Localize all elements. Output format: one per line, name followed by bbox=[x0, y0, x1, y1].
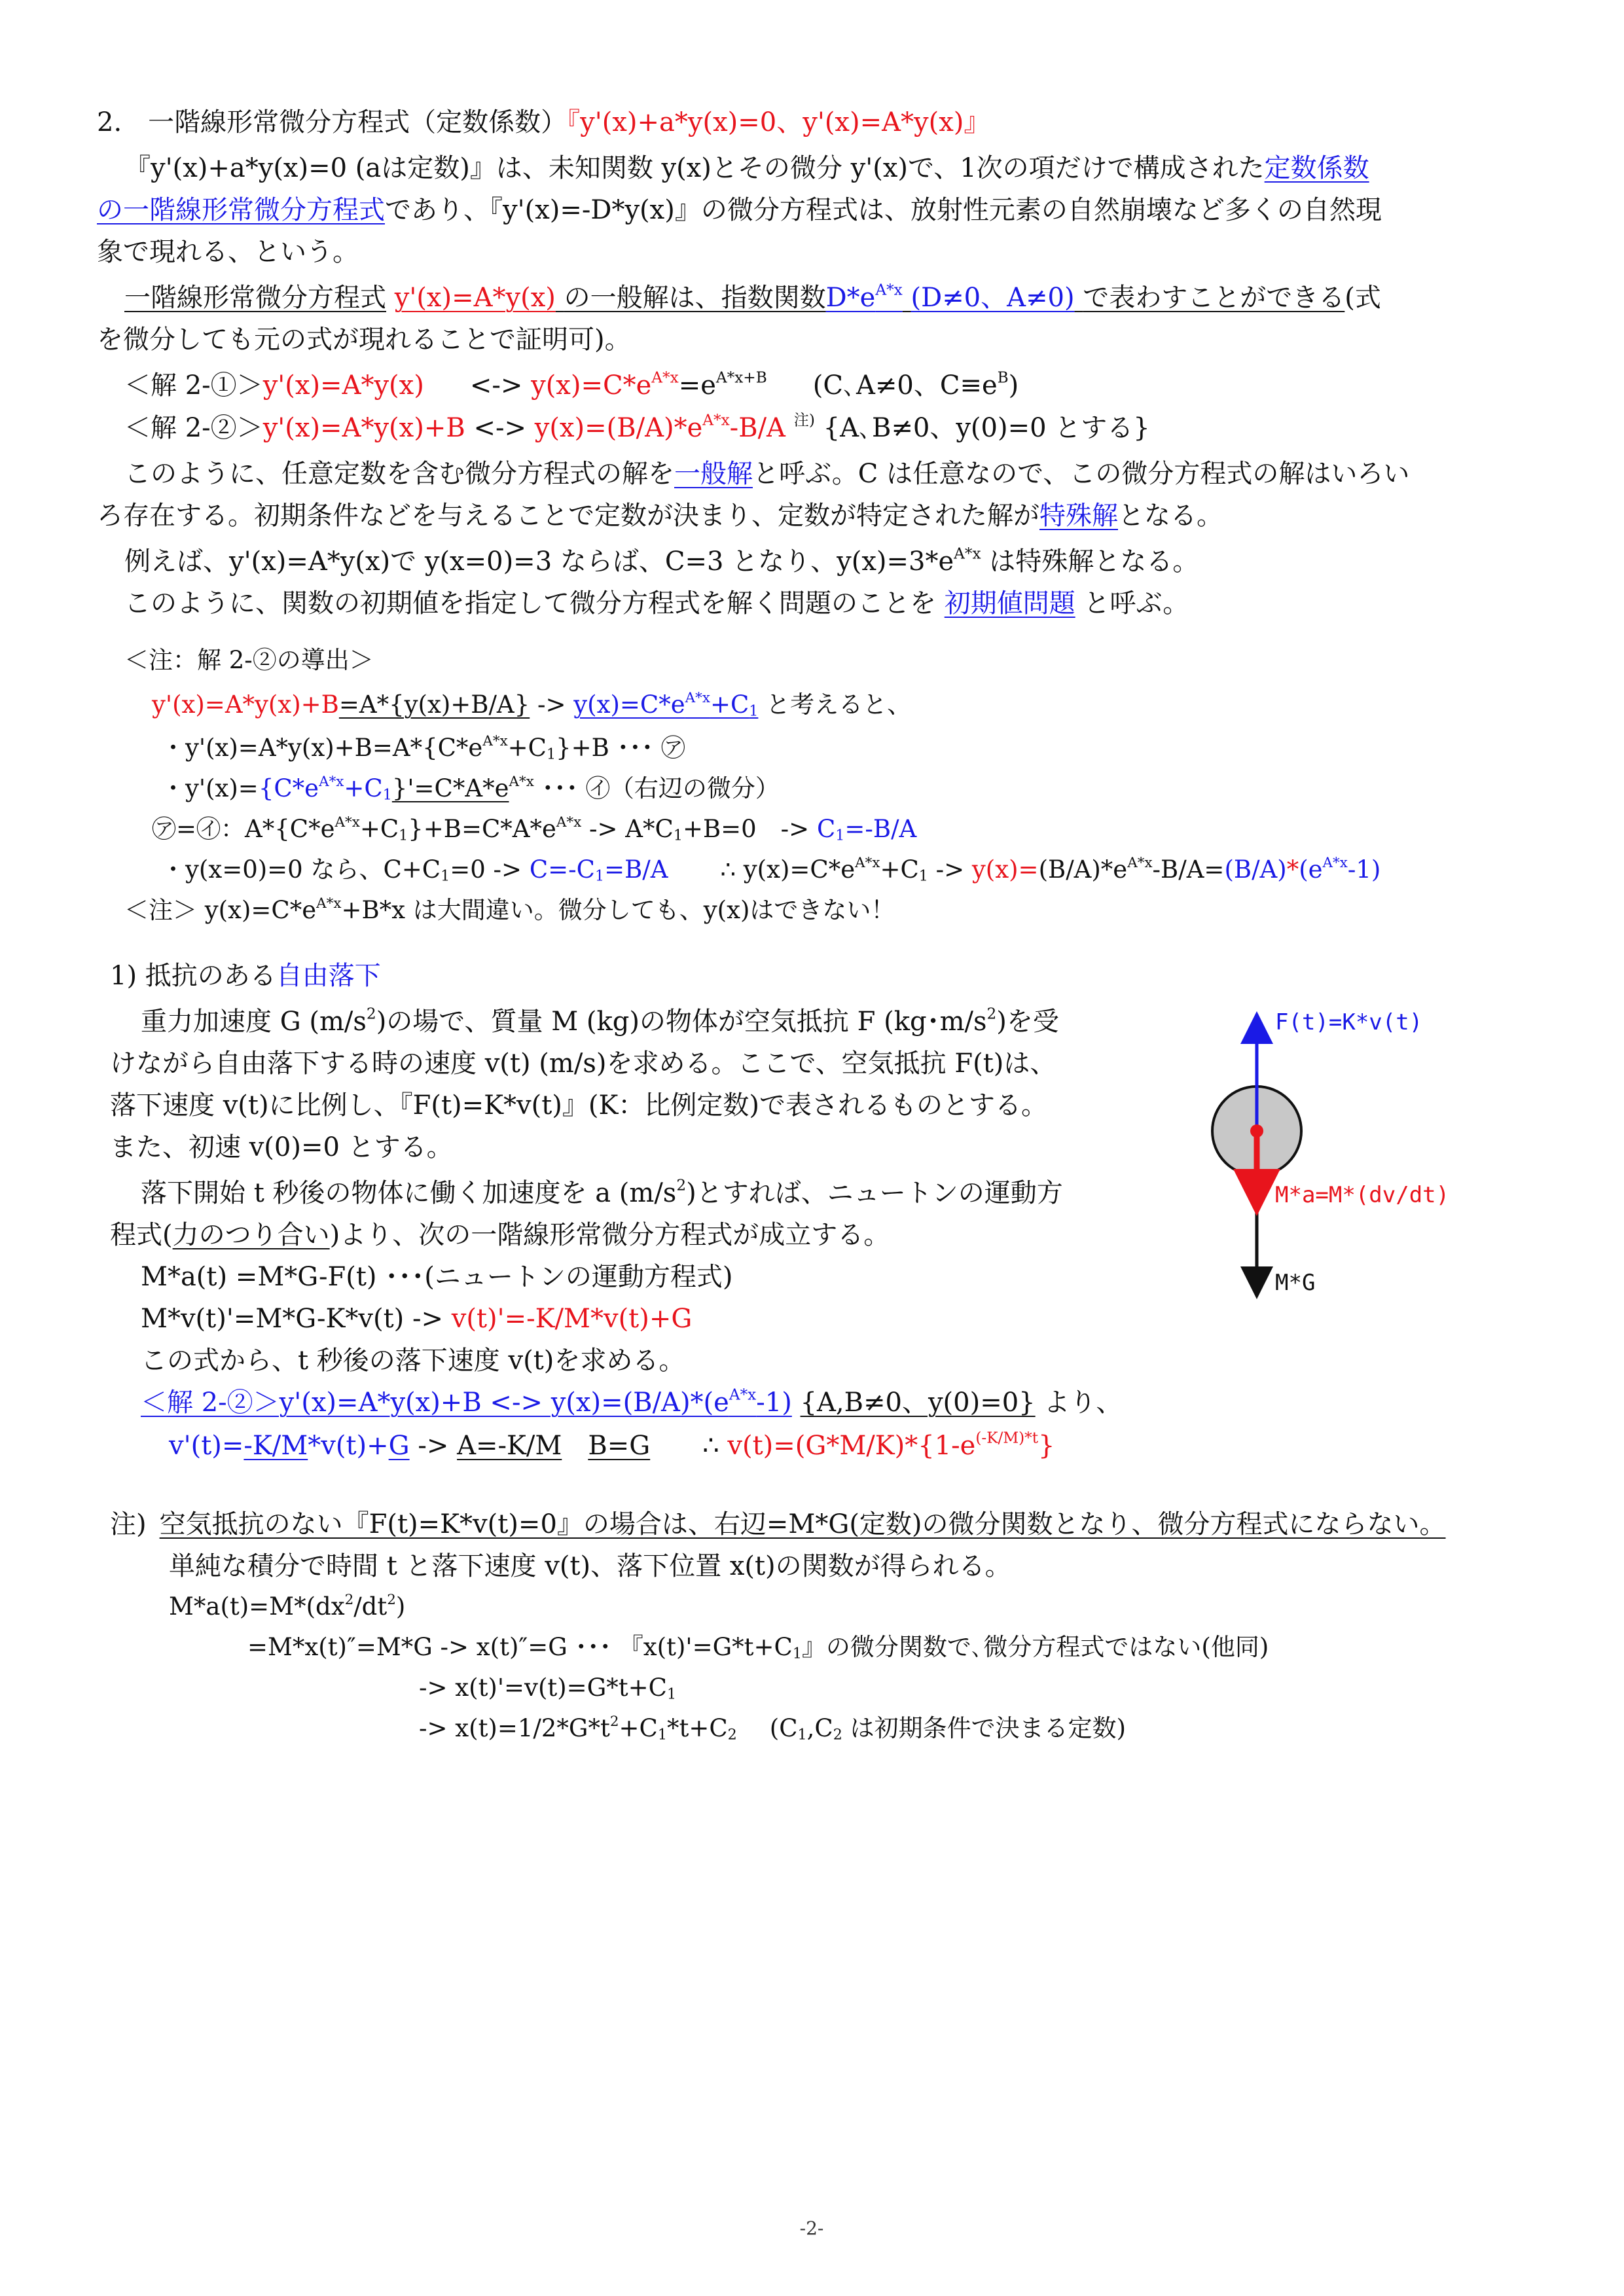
bottom-note-line-4: =M*x(t)″=M*G -> x(t)″=G ･･･ 『$x(t)'=G*t+C_1$』の微分関数で､微分方程式ではない(他同) bbox=[247, 1633, 1269, 1662]
solution-2-2: ＜解 2-②＞y'(x)=A*y(x)+B <-> $y(x)=(B/A)*e^{A*x}-B/A$ $^{注)}$ {A､B≠0、y(0)=0 とする} bbox=[124, 411, 1150, 443]
link-initial-value-problem[interactable]: 初期値問題 bbox=[944, 588, 1075, 619]
free-fall-line-3: 落下速度 v(t)に比例し、『F(t)=K*v(t)』(K：比例定数)で表されるものとする。 bbox=[110, 1090, 1048, 1121]
bottom-note-line-5: -> $x(t)'=v(t)=G*t+C_1$ bbox=[419, 1674, 677, 1703]
bottom-note-line-6: -> $x(t)=1/2*G*t^2+C_1*t+C_2$ ($C_1,C_2$ は初期条件で決まる定数) bbox=[419, 1713, 1127, 1744]
solution-reference: ＜解 2-②＞y'(x)=A*y(x)+B <-> $y(x)=(B/A)*(e^{A*x}-1)$ {A,B≠0、y(0)=0} より、 bbox=[141, 1386, 1123, 1418]
bottom-note-line-2: 単純な積分で時間 t と落下速度 v(t)、落下位置 x(t)の関数が得られる。 bbox=[169, 1551, 1011, 1581]
derivation-line-2: ・$y'(x)=A*y(x)+B=A*\{C*e^{A*x}+C_1\}+B$ ･･･ ㋐ bbox=[161, 732, 685, 763]
label-gravity: M*G bbox=[1275, 1270, 1316, 1296]
free-fall-line-5: 落下開始 t 秒後の物体に働く加速度を a $(m/s^2)$とすれば、ニュートンの運動方 bbox=[141, 1176, 1063, 1208]
solution-2-1: ＜解 2-①＞y'(x)=A*y(x) <-> $y(x)=C*e^{A*x}=e^{A*x+B}$ (C､A≠0、$C\equiv e^B$) bbox=[124, 368, 1019, 401]
derivation-line-4: ㋐=㋑：$A*\{C*e^{A*x}+C_1\}+B=C*A*e^{A*x} -> A*C_1+B=0$ -> $C_1=-B/A$ bbox=[152, 814, 917, 844]
force-diagram bbox=[1204, 1008, 1479, 1309]
free-fall-line-1: 重力加速度 G $(m/s^2)$の場で、質量 M (kg)の物体が空気抵抗 F (kg･$m/s^2$)を受 bbox=[141, 1005, 1059, 1037]
intro-line-2: の一階線形常微分方程式であり、『y'(x)=-D*y(x)』の微分方程式は、放射性元素の自然崩壊など多くの自然現 bbox=[97, 195, 1382, 225]
derivation-line-3: ・$y'(x)=\{C*e^{A*x}+C_1\}'=C*A*e^{A*x}$ ･･･ ㋑（右辺の微分） bbox=[161, 773, 780, 804]
section-title: 2. 一階線形常微分方程式（定数係数）『y'(x)+a*y(x)=0、y'(x)=A*y(x)』 bbox=[97, 107, 990, 137]
free-fall-line-2: けながら自由落下する時の速度 v(t) (m/s)を求める。ここで、空気抵抗 F(t)は、 bbox=[110, 1049, 1056, 1079]
intro-line-5: を微分しても元の式が現れることで証明可)。 bbox=[97, 325, 631, 355]
derivation-line-1: $y'(x)=A*y(x)+B=A*\{y(x)+B/A\} -> y(x)=C*e^{A*x}+C_1$ と考えると、 bbox=[152, 689, 912, 720]
general-line-3: 例えば、y'(x)=A*y(x)で y(x=0)=3 ならば、C=3 となり、$y(x)=3*e^{A*x}$ は特殊解となる。 bbox=[124, 545, 1199, 577]
free-fall-line-7: この式から、t 秒後の落下速度 v(t)を求める。 bbox=[141, 1346, 685, 1376]
note-derivation-title: ＜注：解 2-②の導出＞ bbox=[124, 646, 374, 674]
intro-line-3: 象で現れる、という。 bbox=[97, 237, 359, 267]
label-drag-force: F(t)=K*v(t) bbox=[1275, 1009, 1423, 1035]
label-inertia: M*a=M*(dv/dt) bbox=[1275, 1182, 1450, 1208]
title-equations: 『y'(x)+a*y(x)=0、y'(x)=A*y(x)』 bbox=[567, 107, 990, 137]
page-number: -2- bbox=[799, 2217, 824, 2239]
general-line-1: このように、任意定数を含む微分方程式の解を一般解と呼ぶ。C は任意なので、この微分方程式の解はいろい bbox=[124, 459, 1410, 489]
link-general-solution[interactable]: 一般解 bbox=[674, 459, 753, 489]
velocity-equation: M*v(t)'=M*G-K*v(t) -> v(t)'=-K/M*v(t)+G bbox=[141, 1304, 693, 1334]
link-constant-coefficient[interactable]: 定数係数 bbox=[1264, 153, 1369, 183]
derivation-warning: ＜注＞ $y(x)=C*e^{A*x}+B*x$ は大間違い。微分しても、y(x)はできない！ bbox=[124, 895, 895, 924]
force-diagram-svg bbox=[1204, 1008, 1479, 1309]
intro-line-1: 『y'(x)+a*y(x)=0 (aは定数)』は、未知関数 y(x)とその微分 y'(x)で、1次の項だけで構成された定数係数 bbox=[124, 153, 1369, 183]
general-line-4: このように、関数の初期値を指定して微分方程式を解く問題のことを 初期値問題 と呼ぶ。 bbox=[124, 588, 1189, 619]
free-fall-line-6: 程式(力のつり合い)より、次の一階線形常微分方程式が成立する。 bbox=[110, 1220, 890, 1250]
intro-line-4: 一階線形常微分方程式 y'(x)=A*y(x) の一般解は、指数関数$D*e^{A*x}$ (D≠0、A≠0) で表わすことができる(式 bbox=[124, 281, 1381, 313]
free-fall-line-4: また、初速 v(0)=0 とする。 bbox=[110, 1132, 453, 1162]
link-first-order-linear-ode[interactable]: の一階線形常微分方程式 bbox=[97, 195, 385, 225]
newton-equation: M*a(t) =M*G-F(t) ･･･(ニュートンの運動方程式) bbox=[141, 1262, 733, 1292]
final-velocity-equation: v'(t)=-K/M*v(t)+G -> A=-K/M B=G ∴ $v(t)=(G*M/K)*\{1-e^{(-K/M)*t}\}$ bbox=[169, 1429, 1055, 1461]
link-particular-solution[interactable]: 特殊解 bbox=[1039, 501, 1118, 531]
bottom-note-line-3: $M*a(t)=M*(dx^2/dt^2)$ bbox=[169, 1591, 406, 1621]
center-of-mass bbox=[1250, 1124, 1263, 1138]
derivation-line-5: ・y(x=0)=0 なら、$C+C_1=0 -> C=-C_1=B/A$ ∴ $y(x)=C*e^{A*x}+C_1 -> y(x)=(B/A)*e^{A*x}-B/A=(B/A)*(e^{A*x}-1)$ bbox=[161, 854, 1381, 885]
bottom-note-line-1: 注) 空気抵抗のない『F(t)=K*v(t)=0』の場合は、右辺=M*G(定数)の微分関数となり、微分方程式にならない。 bbox=[110, 1509, 1446, 1539]
general-line-2: ろ存在する。初期条件などを与えることで定数が決まり、定数が特定された解が特殊解となる。 bbox=[97, 501, 1223, 531]
link-free-fall[interactable]: 自由落下 bbox=[276, 961, 381, 991]
free-fall-heading: 1) 抵抗のある自由落下 bbox=[110, 961, 381, 991]
